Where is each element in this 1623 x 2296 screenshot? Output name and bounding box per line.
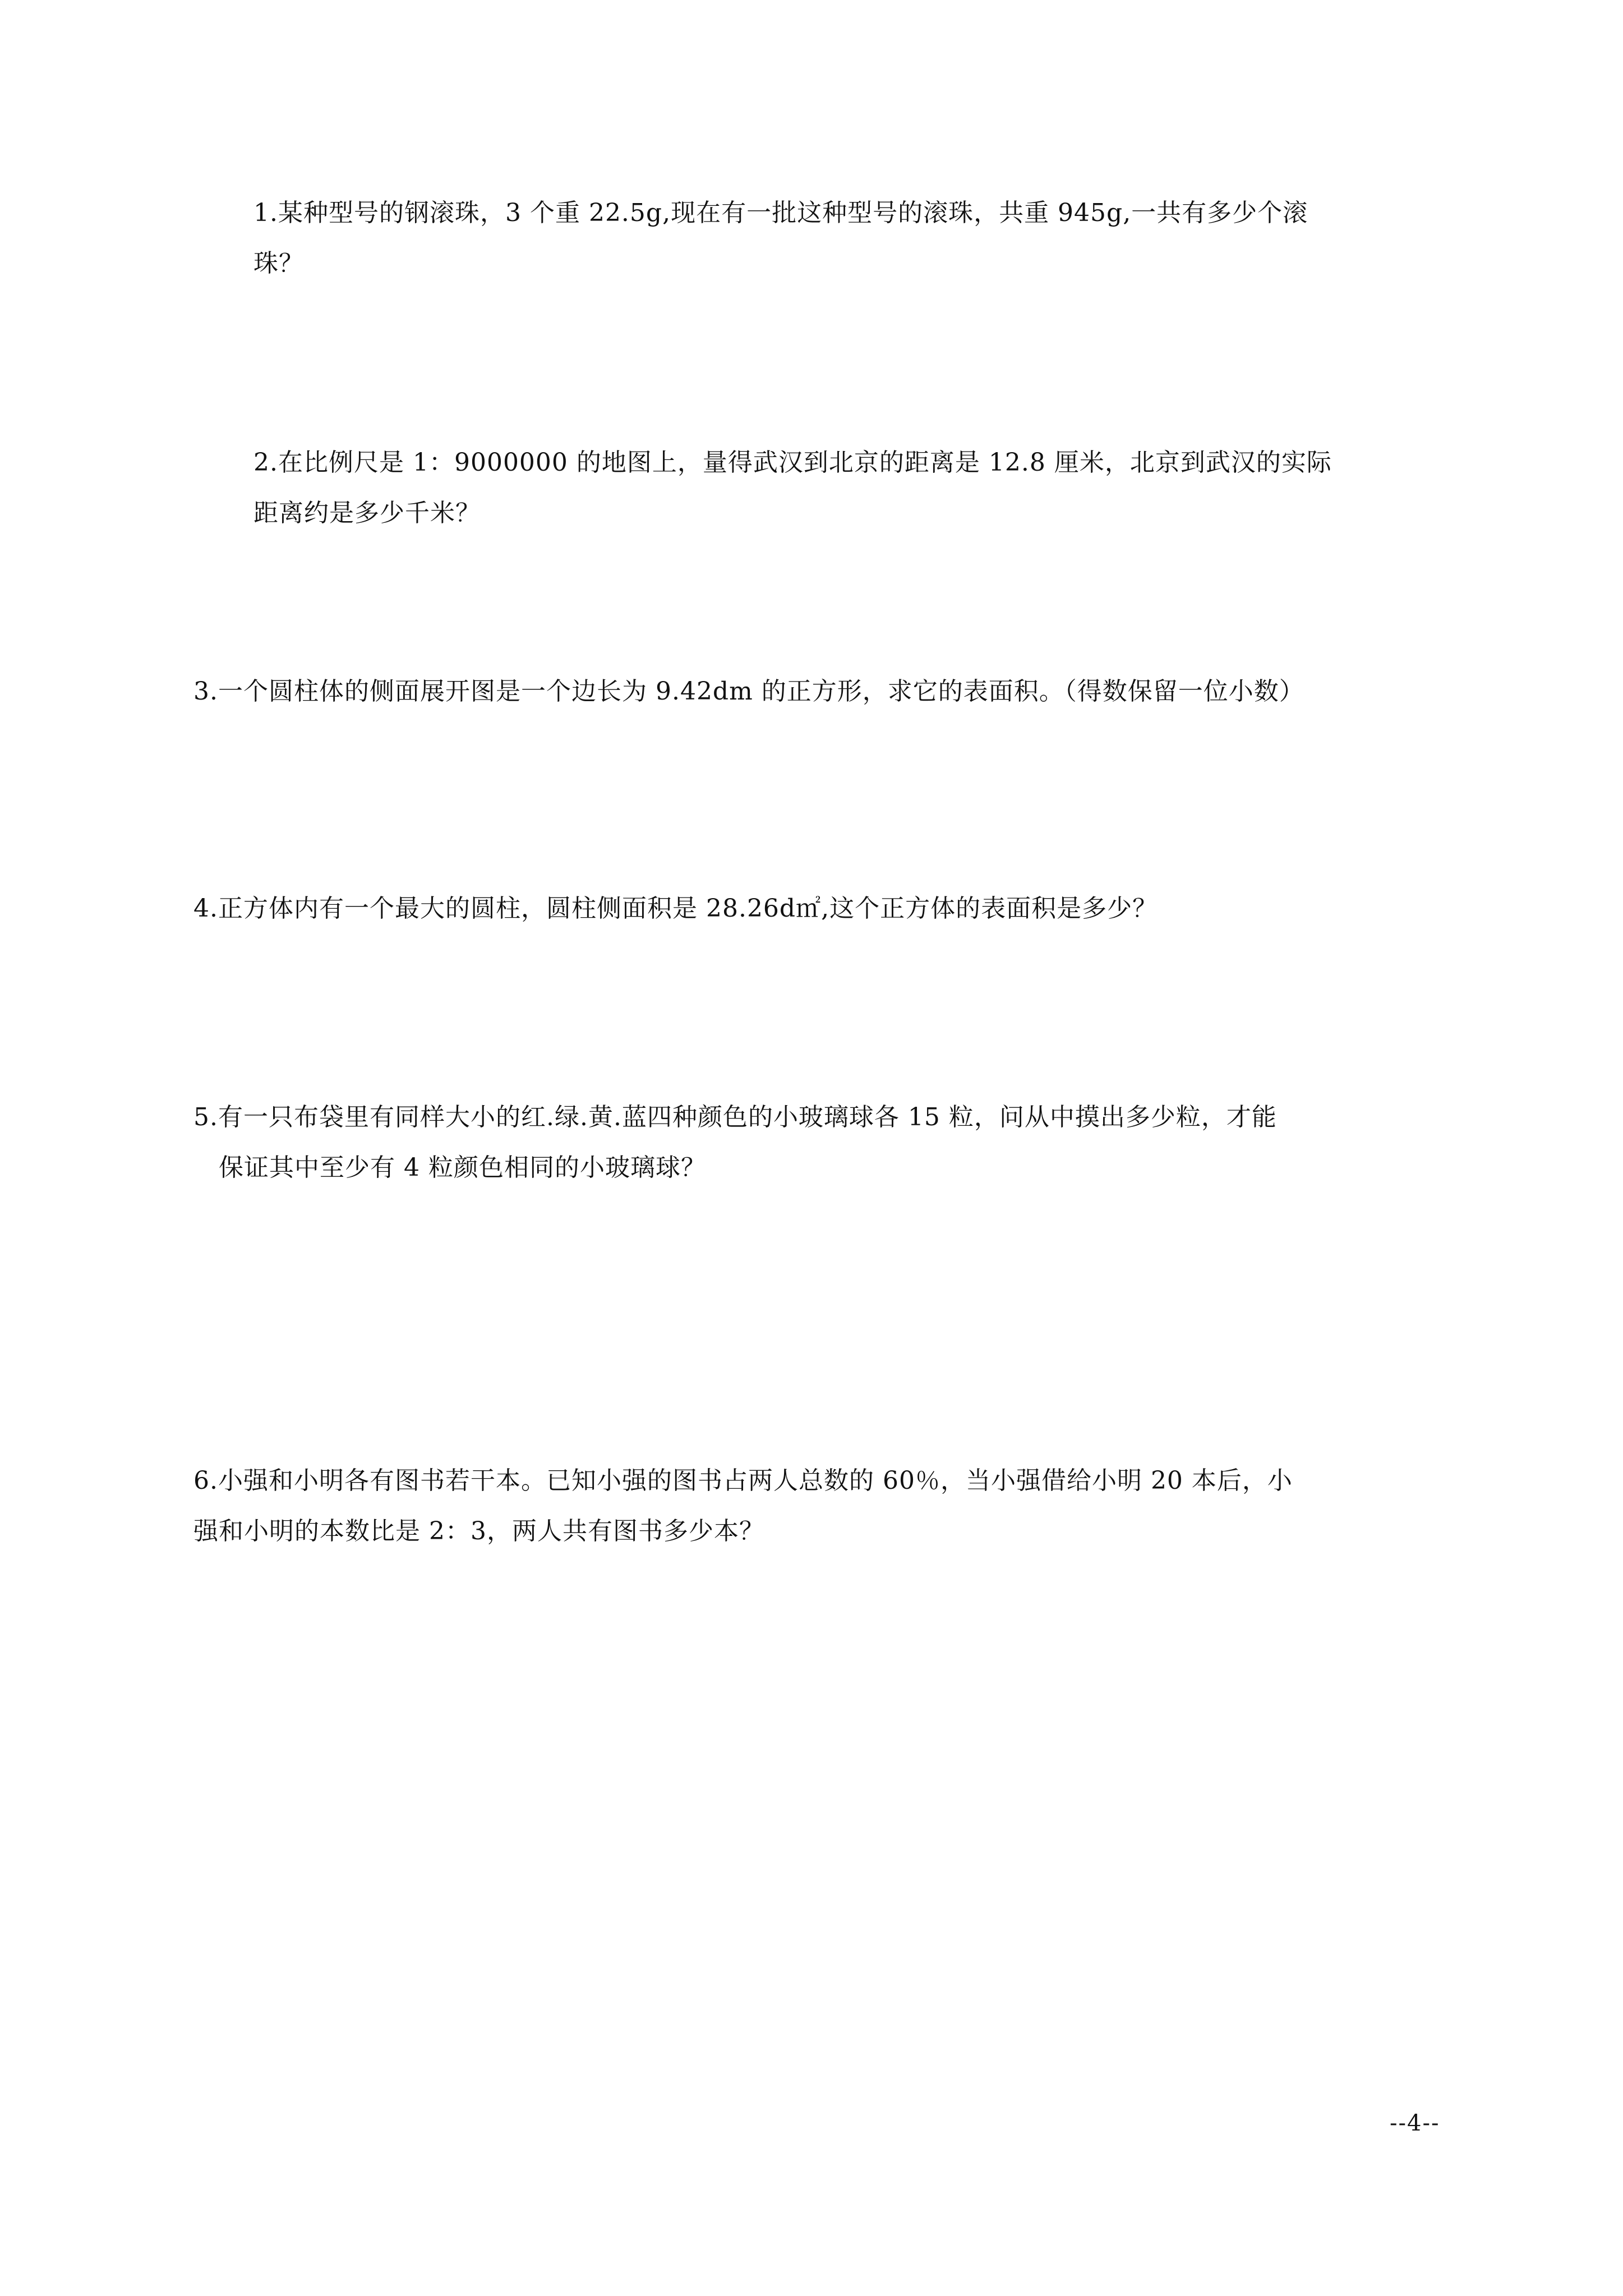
problem-3 [193,666,1304,717]
problem-2-line-1: 2.在比例尺是 1：9000000 的地图上，量得武汉到北京的距离是 12.8 厘米，北京到武汉的实际 [253,448,1332,477]
problem-1-line-2: 珠？ [253,249,304,278]
problem-6 [193,1456,1293,1557]
problem-4 [193,884,1158,934]
problem-4-line-1: 4.正方体内有一个最大的圆柱，圆柱侧面积是 28.26d㎡,这个正方体的表面积是多少？ [193,894,1158,923]
problem-2-line-2: 距离约是多少千米？ [253,499,481,527]
page-number: --4-- [1390,2110,1440,2136]
problem-6-line-1: 6.小强和小明各有图书若干本。已知小强的图书占两人总数的 60％，当小强借给小明 20 本后，小 [193,1466,1293,1495]
problem-1-line-1: 1.某种型号的钢滚珠，3 个重 22.5g,现在有一批这种型号的滚珠，共重 945g,一共有多少个滚 [253,199,1308,227]
problem-2 [253,438,1332,539]
problem-3-line-1: 3.一个圆柱体的侧面展开图是一个边长为 9.42dm 的正方形，求它的表面积。（得数保留一位小数） [193,677,1304,706]
problem-5 [193,1092,1277,1193]
problem-1 [253,188,1308,289]
problem-6-line-2: 强和小明的本数比是 2：3，两人共有图书多少本？ [193,1517,764,1545]
problem-5-line-1: 5.有一只布袋里有同样大小的红.绿.黄.蓝四种颜色的小玻璃球各 15 粒，问从中摸出多少粒，才能 [193,1103,1277,1131]
problem-5-line-2: 保证其中至少有 4 粒颜色相同的小玻璃球？ [219,1153,706,1182]
